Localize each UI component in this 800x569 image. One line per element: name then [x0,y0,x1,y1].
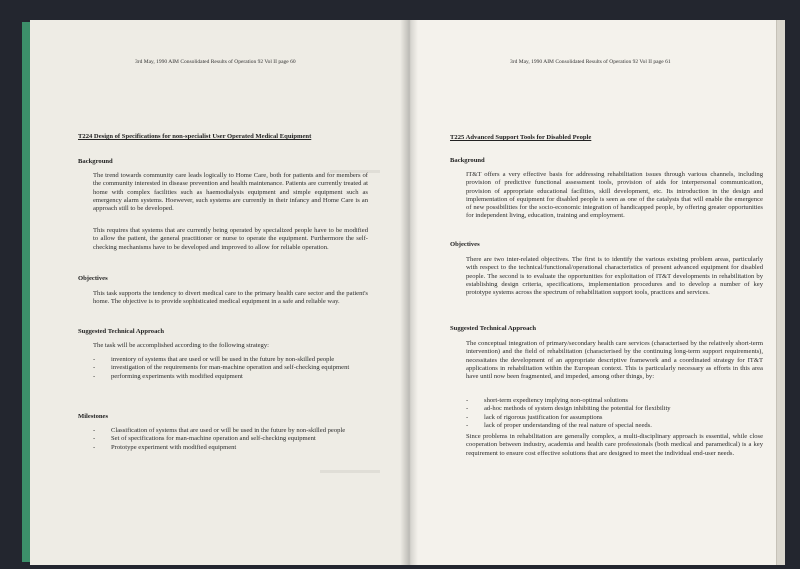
list-item: - inventory of systems that are used or will be used in the future by non-skilled people [93,356,335,363]
list-item: - performing experiments with modified equipment [93,372,243,380]
milestones-heading: Milestones [78,413,109,420]
objectives-heading: Objectives [78,275,108,282]
book-gutter [400,20,418,565]
objectives-heading: Objectives [450,241,480,248]
left-page [30,20,408,565]
list-item: - Prototype experiment with modified equipment [93,443,237,451]
background-paragraph: IT&T offers a very effective basis for addressing rehabilitation issues through various channels, including provision of predictive functional assessment tools, provision of aids for interpersonal communication, provision of appropriate educational facilities, skill development, etc. Its introduction in the design and implementation of equipment for disabled people is seen as one of the catalysts that will enable the emergence of new possibilities for the socio-economic integration of handicapped people, by offering greater opportunities for independent living, education, training and employment. [466,171,763,220]
page-header: 3rd May, 1990 AIM Consolidated Results of Operation 92 Vol II page 60 [135,59,296,65]
list-item: - short-term expediency implying non-optimal solutions [466,397,628,404]
milestones-list [93,427,368,452]
list-item: - ad-hoc methods of system design inhibiting the potential for flexibility [466,405,671,413]
background-paragraph-2: This requires that systems that are currently being operated by specialized people have to be modified to allow the patient, the general practitioner or nurse to operate the equipment. Furthermore the self-checking mechanisms have to be developed and improved to allow for reliable operation. [93,227,368,251]
approach-paragraph-1: The conceptual integration of primary/secondary health care services (characterised by the relatively short-term intervention) and the field of rehabilitation (characterised by the continuing long-term support requirements), necessitates the development of an appropriate descriptive framework and a coordinated strategy for IT&T applications in rehabilitation within the European context. This is particularly necessary as efforts in this area have until now been fragmented, and impeded, among other things, by: [466,340,763,381]
background-heading: Background [450,157,485,164]
page-stack-edge [776,20,785,565]
list-item: - lack of rigorous justification for assumptions [466,413,603,421]
page-header: 3rd May, 1990 AIM Consolidated Results of Operation 92 Vol II page 61 [510,59,671,65]
list-item: - investigation of the requirements for man-machine operation and self-checking equipment [93,364,350,372]
approach-intro: The task will be accomplished according to the following strategy: [93,342,269,349]
objectives-paragraph: There are two inter-related objectives. The first is to identify the various existing problem areas, particularly with respect to the technical/functional/operational characteristics of present advanced equipment for disabled people. The second is to evaluate the opportunities for exploitation of IT&T developments in rehabilitation by establishing design criteria, specifications, implementation procedures and to develop a number of key prototype systems across the spectrum of rehabilitation support tools, practices and services. [466,256,763,297]
background-heading: Background [78,158,113,165]
background-paragraph-1: The trend towards community care leads logically to Home Care, both for patients and for members of the community interested in disease prevention and health maintenance. Patients are currently treated at home with complex facilities such as haemodialysis equipment and simple equipment such as emergency alarm systems. Hoewever, such systems are currently in their infancy and Home Care is an approach still to be developed. [93,172,368,213]
list-item: - Set of specifications for man-machine operation and self-checking equipment [93,435,316,443]
bleed-through [320,470,380,473]
approach-heading: Suggested Technical Approach [450,325,536,332]
approach-list [93,356,368,381]
task-title: T225 Advanced Support Tools for Disabled People [450,134,592,141]
task-title: T224 Design of Specifications for non-specialist User Operated Medical Equipment [78,133,312,140]
approach-paragraph-2: Since problems in rehabilitation are generally complex, a multi-disciplinary approach is essential, while close cooperation between industry, academia and health care professionals (both medical and paramedical) is a key requirement to ensure cost effective solutions that are designed to meet the individual end-user needs. [466,433,763,457]
approach-heading: Suggested Technical Approach [78,328,164,335]
list-item: - Classification of systems that are used or will be used in the future by non-skilled people [93,427,346,434]
right-page [408,20,782,565]
objectives-paragraph: This task supports the tendency to divert medical care to the primary health care sector and the patient's home. The objective is to provide sophisticated medical equipment in a safe and reliable way. [93,290,368,306]
list-item: - lack of proper understanding of the real nature of special needs. [466,421,652,429]
approach-list [466,397,763,430]
